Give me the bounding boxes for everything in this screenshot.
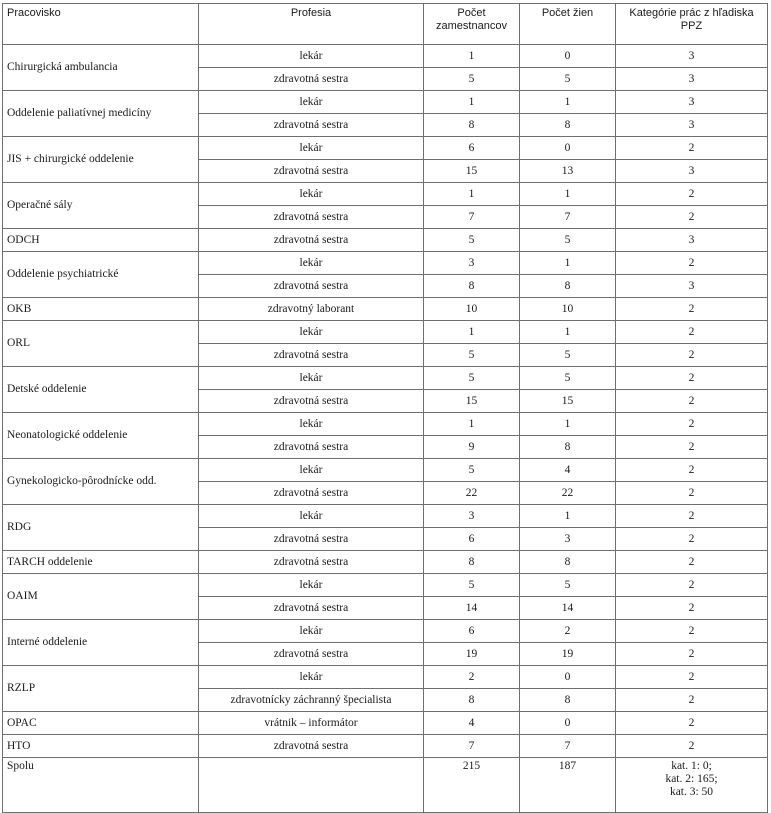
employee-count-cell: 5 — [424, 68, 520, 91]
employee-count-cell: 5 — [424, 367, 520, 390]
table-row — [3, 735, 768, 758]
profession-cell: lekár — [199, 413, 424, 436]
women-count-cell: 5 — [520, 367, 616, 390]
profession-cell: zdravotná sestra — [199, 160, 424, 183]
women-count-cell: 1 — [520, 505, 616, 528]
total-category-summary — [616, 758, 768, 813]
profession-cell: zdravotná sestra — [199, 275, 424, 298]
total-category-line: kat. 1: 0; — [671, 760, 712, 772]
employee-count-cell: 10 — [424, 298, 520, 321]
women-count-cell: 8 — [520, 436, 616, 459]
women-count-cell: 1 — [520, 413, 616, 436]
header-women-count: Počet žien — [520, 4, 616, 45]
workplace-cell: Interné oddelenie — [3, 620, 199, 666]
workplace-cell: Oddelenie psychiatrické — [3, 252, 199, 298]
profession-cell: zdravotná sestra — [199, 229, 424, 252]
work-category-cell: 2 — [616, 551, 768, 574]
table-row — [3, 45, 768, 68]
women-count-cell: 1 — [520, 252, 616, 275]
work-category-cell: 2 — [616, 390, 768, 413]
women-count-cell: 0 — [520, 666, 616, 689]
women-count-cell: 8 — [520, 114, 616, 137]
profession-cell: zdravotná sestra — [199, 390, 424, 413]
profession-cell: lekár — [199, 321, 424, 344]
work-category-cell: 2 — [616, 252, 768, 275]
women-count-cell: 3 — [520, 528, 616, 551]
women-count-cell: 14 — [520, 597, 616, 620]
table-row — [3, 183, 768, 206]
employee-count-cell: 1 — [424, 413, 520, 436]
employee-count-cell: 1 — [424, 321, 520, 344]
workplace-cell: OKB — [3, 298, 199, 321]
total-label: Spolu — [3, 758, 199, 813]
employee-count-cell: 22 — [424, 482, 520, 505]
work-category-cell: 2 — [616, 206, 768, 229]
profession-cell: lekár — [199, 183, 424, 206]
profession-cell: lekár — [199, 459, 424, 482]
work-category-cell: 2 — [616, 344, 768, 367]
women-count-cell: 5 — [520, 344, 616, 367]
work-category-cell: 2 — [616, 597, 768, 620]
employee-count-cell: 5 — [424, 459, 520, 482]
employee-count-cell: 7 — [424, 206, 520, 229]
work-category-cell: 2 — [616, 643, 768, 666]
work-category-cell: 3 — [616, 229, 768, 252]
work-category-cell: 2 — [616, 298, 768, 321]
total-employee-count: 215 — [424, 758, 520, 813]
employee-count-cell: 5 — [424, 574, 520, 597]
profession-cell: lekár — [199, 367, 424, 390]
employee-count-cell: 15 — [424, 390, 520, 413]
women-count-cell: 13 — [520, 160, 616, 183]
workplace-cell: HTO — [3, 735, 199, 758]
workplace-cell: TARCH oddelenie — [3, 551, 199, 574]
table-row — [3, 298, 768, 321]
profession-cell: lekár — [199, 45, 424, 68]
header-profession: Profesia — [199, 4, 424, 45]
profession-cell: zdravotná sestra — [199, 551, 424, 574]
profession-cell: zdravotná sestra — [199, 344, 424, 367]
women-count-cell: 7 — [520, 735, 616, 758]
employee-count-cell: 8 — [424, 689, 520, 712]
table-row — [3, 459, 768, 482]
women-count-cell: 0 — [520, 712, 616, 735]
employee-count-cell: 19 — [424, 643, 520, 666]
workplace-cell: JIS + chirurgické oddelenie — [3, 137, 199, 183]
work-category-cell: 2 — [616, 528, 768, 551]
profession-cell: lekár — [199, 620, 424, 643]
table-row — [3, 91, 768, 114]
employee-count-cell: 5 — [424, 229, 520, 252]
employee-count-cell: 15 — [424, 160, 520, 183]
work-category-cell: 2 — [616, 183, 768, 206]
employee-count-cell: 6 — [424, 137, 520, 160]
employee-count-cell: 5 — [424, 344, 520, 367]
employee-count-cell: 3 — [424, 505, 520, 528]
table-row — [3, 666, 768, 689]
employee-count-cell: 8 — [424, 275, 520, 298]
profession-cell: zdravotnícky záchranný špecialista — [199, 689, 424, 712]
employee-count-cell: 6 — [424, 620, 520, 643]
workplace-cell: OAIM — [3, 574, 199, 620]
table-row — [3, 712, 768, 735]
workplace-cell: ORL — [3, 321, 199, 367]
women-count-cell: 5 — [520, 229, 616, 252]
table-header — [3, 4, 768, 45]
women-count-cell: 5 — [520, 574, 616, 597]
work-category-cell: 2 — [616, 505, 768, 528]
header-row — [3, 4, 768, 45]
profession-cell: lekár — [199, 505, 424, 528]
profession-cell: vrátnik – informátor — [199, 712, 424, 735]
table-row — [3, 574, 768, 597]
table-row — [3, 137, 768, 160]
employee-count-cell: 8 — [424, 114, 520, 137]
total-category-line: kat. 3: 50 — [669, 786, 714, 798]
women-count-cell: 8 — [520, 551, 616, 574]
workplace-cell: Oddelenie paliatívnej medicíny — [3, 91, 199, 137]
work-category-cell: 2 — [616, 482, 768, 505]
employee-count-cell: 4 — [424, 712, 520, 735]
work-category-cell: 2 — [616, 620, 768, 643]
total-row — [3, 758, 768, 813]
profession-cell: zdravotná sestra — [199, 528, 424, 551]
employee-count-cell: 14 — [424, 597, 520, 620]
women-count-cell: 8 — [520, 689, 616, 712]
women-count-cell: 1 — [520, 321, 616, 344]
profession-cell: zdravotná sestra — [199, 597, 424, 620]
profession-cell: zdravotná sestra — [199, 482, 424, 505]
total-women-count: 187 — [520, 758, 616, 813]
work-category-cell: 3 — [616, 91, 768, 114]
work-category-cell: 2 — [616, 459, 768, 482]
employee-count-cell: 6 — [424, 528, 520, 551]
work-category-cell: 2 — [616, 712, 768, 735]
workplace-cell: Chirurgická ambulancia — [3, 45, 199, 91]
profession-cell: zdravotná sestra — [199, 206, 424, 229]
work-category-cell: 2 — [616, 321, 768, 344]
work-category-cell: 3 — [616, 160, 768, 183]
work-category-cell: 2 — [616, 735, 768, 758]
table-row — [3, 229, 768, 252]
employee-count-cell: 8 — [424, 551, 520, 574]
profession-cell: zdravotný laborant — [199, 298, 424, 321]
employee-count-cell: 2 — [424, 666, 520, 689]
header-workplace: Pracovisko — [3, 4, 199, 45]
women-count-cell: 7 — [520, 206, 616, 229]
work-category-cell: 2 — [616, 689, 768, 712]
profession-cell: lekár — [199, 574, 424, 597]
women-count-cell: 1 — [520, 91, 616, 114]
work-category-cell: 3 — [616, 275, 768, 298]
employee-count-cell: 7 — [424, 735, 520, 758]
women-count-cell: 1 — [520, 183, 616, 206]
women-count-cell: 0 — [520, 45, 616, 68]
workplace-cell: RZLP — [3, 666, 199, 712]
employee-count-cell: 9 — [424, 436, 520, 459]
table-row — [3, 321, 768, 344]
table-row — [3, 252, 768, 275]
work-category-cell: 3 — [616, 114, 768, 137]
work-category-cell: 3 — [616, 45, 768, 68]
profession-cell: zdravotná sestra — [199, 436, 424, 459]
profession-cell: lekár — [199, 91, 424, 114]
women-count-cell: 19 — [520, 643, 616, 666]
employee-table — [2, 3, 768, 813]
table-row — [3, 551, 768, 574]
work-category-cell: 2 — [616, 436, 768, 459]
table-row — [3, 620, 768, 643]
women-count-cell: 10 — [520, 298, 616, 321]
workplace-cell: RDG — [3, 505, 199, 551]
employee-count-cell: 1 — [424, 91, 520, 114]
profession-cell: zdravotná sestra — [199, 68, 424, 91]
profession-cell: lekár — [199, 252, 424, 275]
workplace-cell: Detské oddelenie — [3, 367, 199, 413]
profession-cell: zdravotná sestra — [199, 643, 424, 666]
women-count-cell: 2 — [520, 620, 616, 643]
workplace-cell: Operačné sály — [3, 183, 199, 229]
table-footer — [3, 758, 768, 813]
header-work-category: Kategórie prác z hľadiska PPZ — [616, 4, 768, 45]
total-profession-empty — [199, 758, 424, 813]
workplace-cell: OPAC — [3, 712, 199, 735]
employee-count-cell: 3 — [424, 252, 520, 275]
employee-count-cell: 1 — [424, 183, 520, 206]
table-row — [3, 367, 768, 390]
work-category-cell: 3 — [616, 68, 768, 91]
women-count-cell: 4 — [520, 459, 616, 482]
profession-cell: lekár — [199, 137, 424, 160]
workplace-cell: Gynekologicko-pôrodnícke odd. — [3, 459, 199, 505]
women-count-cell: 8 — [520, 275, 616, 298]
women-count-cell: 15 — [520, 390, 616, 413]
work-category-cell: 2 — [616, 574, 768, 597]
table-row — [3, 505, 768, 528]
women-count-cell: 22 — [520, 482, 616, 505]
work-category-cell: 2 — [616, 666, 768, 689]
work-category-cell: 2 — [616, 367, 768, 390]
workplace-cell: Neonatologické oddelenie — [3, 413, 199, 459]
women-count-cell: 0 — [520, 137, 616, 160]
header-employee-count: Počet zamestnancov — [424, 4, 520, 45]
total-category-line: kat. 2: 165; — [665, 773, 718, 785]
women-count-cell: 5 — [520, 68, 616, 91]
work-category-cell: 2 — [616, 137, 768, 160]
table-body — [3, 45, 768, 758]
table-row — [3, 413, 768, 436]
work-category-cell: 2 — [616, 413, 768, 436]
workplace-cell: ODCH — [3, 229, 199, 252]
profession-cell: zdravotná sestra — [199, 114, 424, 137]
profession-cell: zdravotná sestra — [199, 735, 424, 758]
profession-cell: lekár — [199, 666, 424, 689]
employee-count-cell: 1 — [424, 45, 520, 68]
